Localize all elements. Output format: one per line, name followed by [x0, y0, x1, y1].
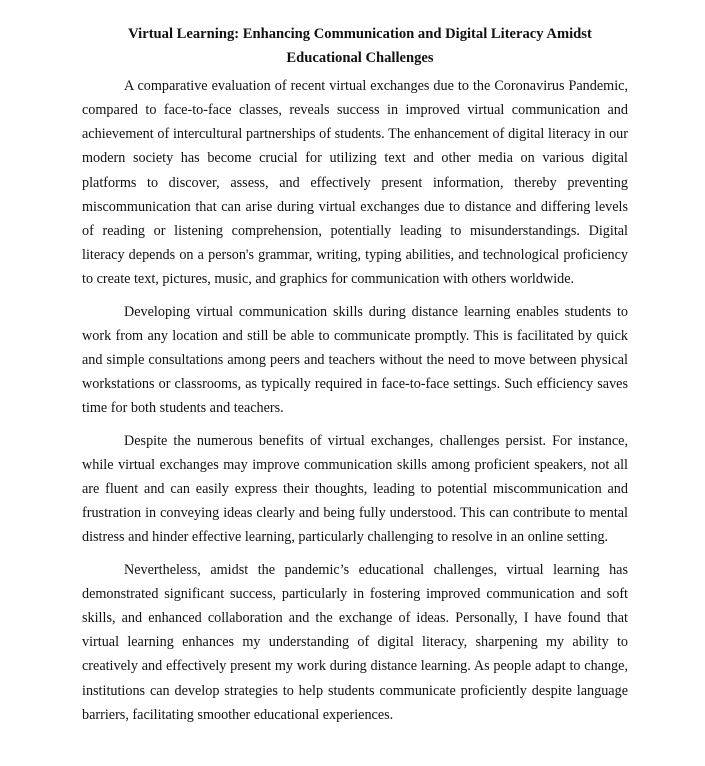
- document-title: [82, 22, 628, 71]
- paragraph-1: A comparative evaluation of recent virtual exchanges due to the Coronavirus Pandemic, compared to face-to-face classes, reveals success in improved virtual communication and achievement of intercultural partnerships of students. The enhancement of digital literacy in our modern society has become crucial for utilizing text and other media on various digital platforms to discover, assess, and effectively present information, thereby preventing miscommunication that can arise during virtual exchanges due to distance and differing levels of reading or listening comprehension, potentially leading to misunderstandings. Digital literacy depends on a person's grammar, writing, typing abilities, and technological proficiency to create text, pictures, music, and graphics for communication with others worldwide.: [82, 77, 628, 288]
- paragraph-4: Nevertheless, amidst the pandemic’s educational challenges, virtual learning has demonstrated significant success, particularly in fostering improved communication and soft skills, and enhanced collaboration and the exchange of ideas. Personally, I have found that virtual learning enhances my understanding of digital literacy, sharpening my ability to creatively and effectively present my work during distance learning. As people adapt to change, institutions can develop strategies to help students communicate proficiently despite language barriers, facilitating smoother educational experiences.: [82, 561, 628, 723]
- paragraph-3: Despite the numerous benefits of virtual exchanges, challenges persist. For instance, while virtual exchanges may improve communication skills among proficient speakers, not all are fluent and can easily express their thoughts, leading to potential miscommunication and frustration in conveying ideas clearly and being fully understood. This can contribute to mental distress and hinder effective learning, particularly challenging to resolve in an online setting.: [82, 432, 628, 546]
- paragraph-2: Developing virtual communication skills during distance learning enables students to work from any location and still be able to communicate promptly. This is facilitated by quick and simple consultations among peers and teachers without the need to move between physical workstations or classrooms, as typically required in face-to-face settings. Such efficiency saves time for both students and teachers.: [82, 303, 628, 417]
- document-page: [82, 22, 628, 735]
- title-line-1: Virtual Learning: Enhancing Communication and Digital Literacy Amidst: [128, 26, 592, 42]
- title-line-2: Educational Challenges: [286, 50, 434, 67]
